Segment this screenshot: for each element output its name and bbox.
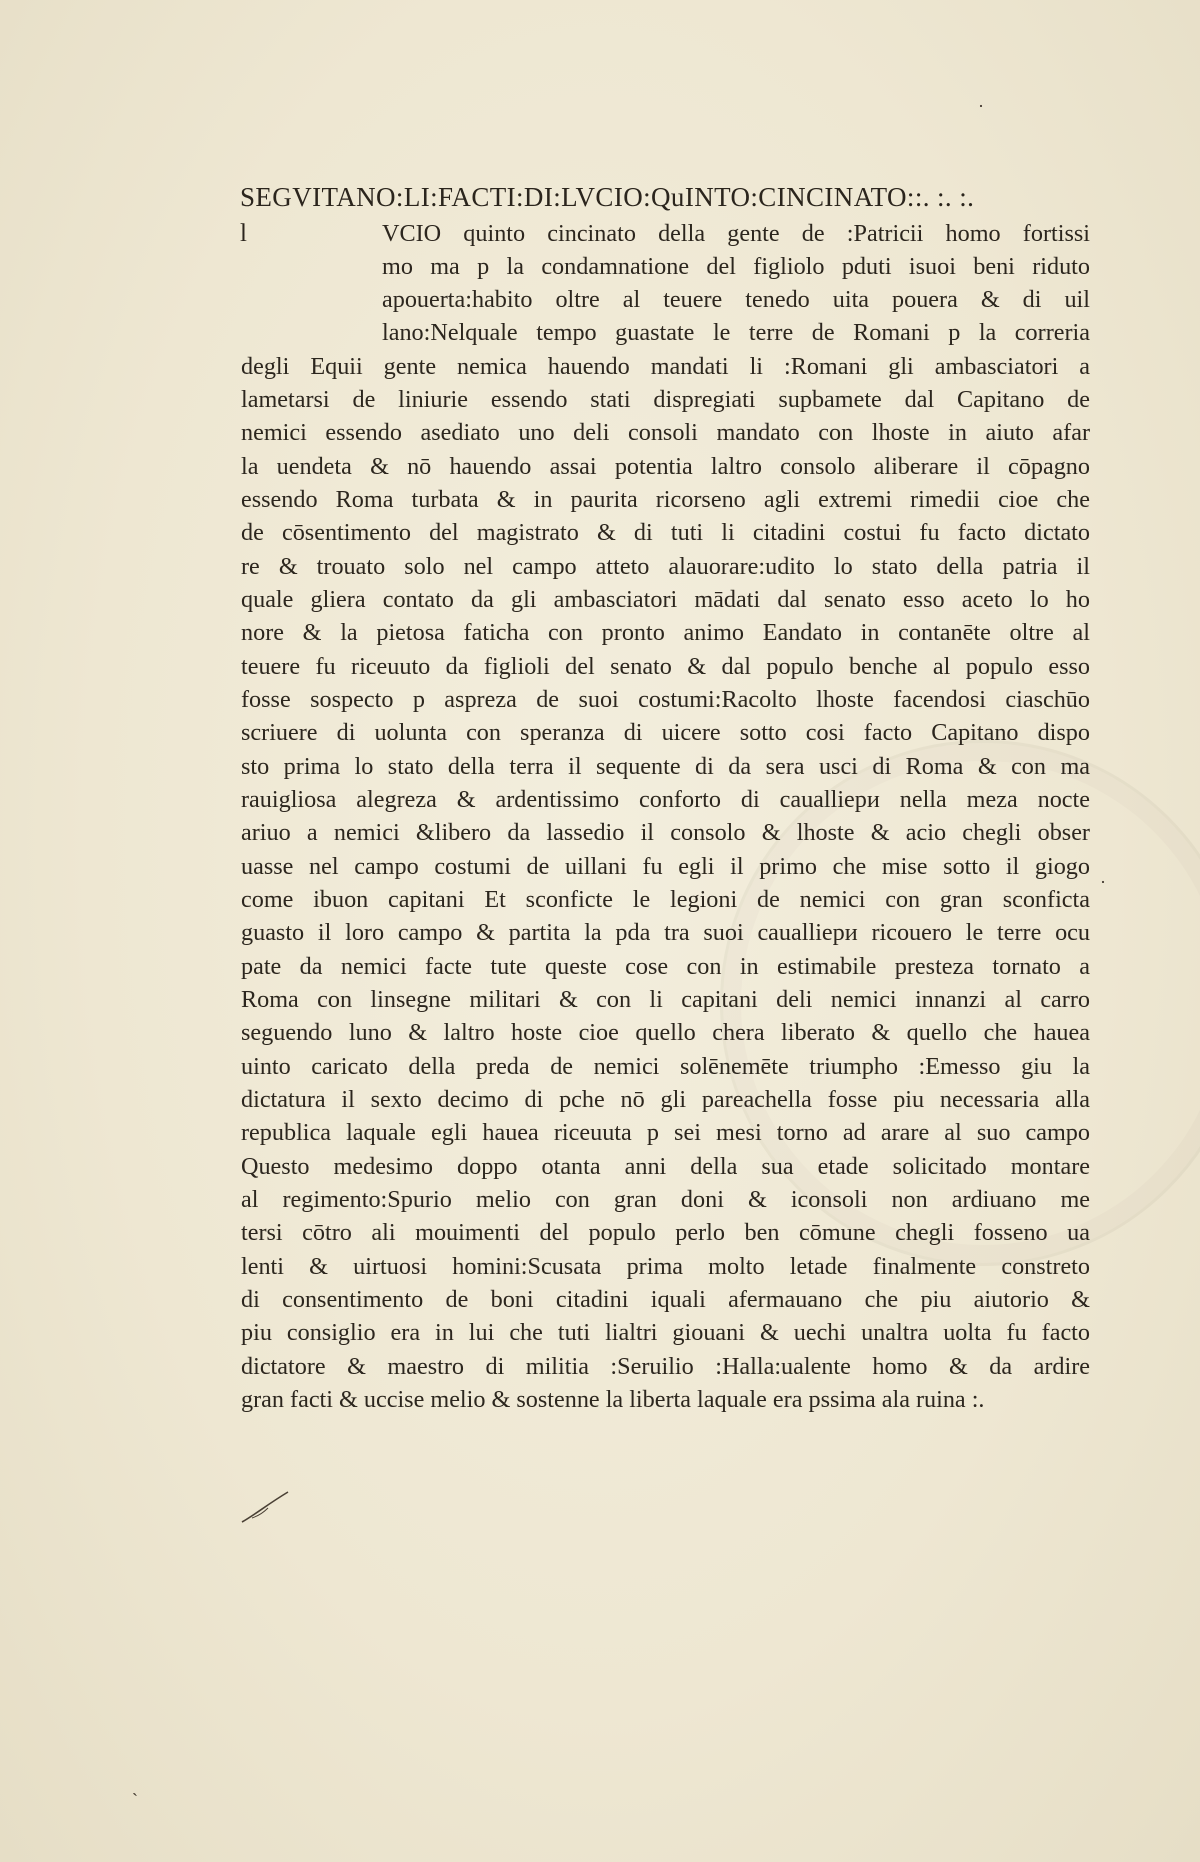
text-line: fosse sospecto p aspreza de suoi costumi:Racolto lhoste facendosi ciaschūo	[241, 686, 1090, 713]
text-line: lametarsi de liniurie essendo stati dispregiati supbamete dal Capitano de	[241, 386, 1090, 413]
text-line: dictatore & maestro di militia :Seruilio :Halla:ualente homo & da ardire	[241, 1353, 1090, 1380]
text-line: la uendeta & nō hauendo assai potentia laltro consolo aliberare il cōpagno	[241, 453, 1090, 480]
ink-speck: ·	[978, 96, 984, 116]
text-line: dictatura il sexto decimo di pche nō gli pareachella fosse piu necessaria alla	[241, 1086, 1090, 1113]
text-line: de cōsentimento del magistrato & di tuti li citadini costui fu facto dictato	[241, 519, 1090, 546]
text-line: uinto caricato della preda de nemici solēnemēte triumpho :Emesso giu la	[241, 1053, 1090, 1080]
ink-speck: ·	[1100, 872, 1106, 892]
text-line: teuere fu riceuuto da figlioli del senato & dal populo benche al populo esso	[241, 653, 1090, 680]
text-line: ariuo a nemici &libero da lassedio il consolo & lhoste & acio chegli obser	[241, 819, 1090, 846]
text-line: apouerta:habito oltre al teuere tenedo uita pouera & di uil	[382, 286, 1090, 313]
text-line: VCIO quinto cincinato della gente de :Patricii homo fortissi	[382, 220, 1090, 247]
text-line: tersi cōtro ali mouimenti del populo perlo ben cōmune chegli fosseno ua	[241, 1219, 1090, 1246]
initial-letter-guide: l	[240, 220, 247, 247]
text-line: mo ma p la condamnatione del figliolo pduti isuoi beni riduto	[382, 253, 1090, 280]
text-line: piu consiglio era in lui che tuti lialtri giouani & uechi unaltra uolta fu facto	[241, 1319, 1090, 1346]
text-line: guasto il loro campo & partita la pda tra suoi caualliери ricouero le terre ocu	[241, 919, 1090, 946]
text-line: nemici essendo asediato uno deli consoli mandato con lhoste in aiuto afar	[241, 419, 1090, 446]
text-line: quale gliera contato da gli ambasciatori mādati dal senato esso aceto lo ho	[241, 586, 1090, 613]
text-line: pate da nemici facte tute queste cose con in estimabile presteza tornato a	[241, 953, 1090, 980]
pen-stroke-mark	[238, 1488, 298, 1528]
text-line: seguendo luno & laltro hoste cioe quello chera liberato & quello che hauea	[241, 1019, 1090, 1046]
text-line: scriuere di uolunta con speranza di uicere sotto cosi facto Capitano dispo	[241, 719, 1090, 746]
text-line: Questo medesimo doppo otanta anni della sua etade solicitado montare	[241, 1153, 1090, 1180]
text-line: gran facti & uccise melio & sostenne la liberta laquale era pssima ala ruina :.	[241, 1386, 985, 1413]
text-line: di consentimento de boni citadini iquali afermauano che piu aiutorio &	[241, 1286, 1090, 1313]
text-line: Roma con linsegne militari & con li capitani deli nemici innanzi al carro	[241, 986, 1090, 1013]
text-line: republica laquale egli hauea riceuuta p sei mesi torno ad arare al suo campo	[241, 1119, 1090, 1146]
text-line: lano:Nelquale tempo guastate le terre de Romani p la correria	[382, 319, 1090, 346]
text-line: rauigliosa alegreza & ardentissimo conforto di caualliери nella meza nocte	[241, 786, 1090, 813]
ink-speck: ˏ	[132, 1776, 138, 1796]
text-line: uasse nel campo costumi de uillani fu egli il primo che mise sotto il giogo	[241, 853, 1090, 880]
text-line: sto prima lo stato della terra il sequente di da sera usci di Roma & con ma	[241, 753, 1090, 780]
text-line: come ibuon capitani Et sconficte le legioni de nemici con gran sconficta	[241, 886, 1090, 913]
text-line: lenti & uirtuosi homini:Scusata prima molto letade finalmente constreto	[241, 1253, 1090, 1280]
text-line: essendo Roma turbata & in paurita ricorseno agli extremi rimedii cioe che	[241, 486, 1090, 513]
text-line: nore & la pietosa faticha con pronto animo Eandato in contanēte oltre al	[241, 619, 1090, 646]
text-line: re & trouato solo nel campo atteto alauorare:udito lo stato della patria il	[241, 553, 1090, 580]
chapter-heading: SEGVITANO:LI:FACTI:DI:LVCIO:QuINTO:CINCINATO::. :. :.	[240, 182, 975, 212]
text-line: al regimento:Spurio melio con gran doni & iconsoli non ardiuano me	[241, 1186, 1090, 1213]
text-line: degli Equii gente nemica hauendo mandati li :Romani gli ambasciatori a	[241, 353, 1090, 380]
